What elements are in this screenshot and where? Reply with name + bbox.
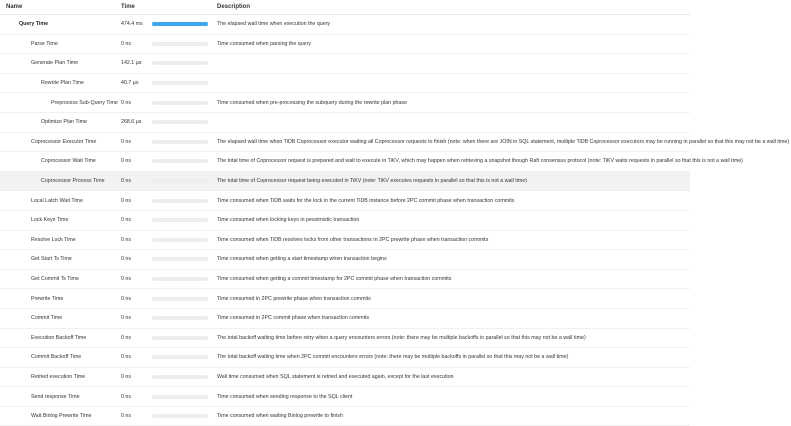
row-time-cell: [121, 256, 217, 262]
table-row[interactable]: [0, 329, 690, 349]
row-time-value: 0 ns: [121, 295, 132, 302]
row-time-cell: [121, 217, 217, 223]
row-time-cell: [121, 100, 217, 106]
row-time-value: 0 ns: [121, 354, 132, 361]
row-name: Parse Time: [31, 40, 58, 47]
row-description: Wall time consumed when SQL statement is retried and executed again, except for the last execution: [217, 373, 454, 380]
time-progress-bar: [152, 199, 208, 203]
row-time-value: 0 ns: [121, 217, 132, 224]
row-time-value: 474.4 ms: [121, 21, 143, 28]
row-name: Generate Plan Time: [31, 60, 79, 67]
row-name: Get Commit Ts Time: [31, 276, 79, 283]
time-progress-bar: [152, 238, 208, 242]
table-row[interactable]: [0, 270, 690, 290]
row-name: Commit Time: [31, 315, 63, 322]
row-name: Query Time: [19, 21, 49, 28]
time-progress-bar: [152, 355, 208, 359]
row-time-value: 0 ns: [121, 236, 132, 243]
row-time-value: 0 ns: [121, 373, 132, 380]
row-time-cell: [121, 41, 217, 47]
time-progress-bar: [152, 22, 208, 26]
row-name: Resolve Lock Time: [31, 236, 76, 243]
row-name: Get Start Ts Time: [31, 256, 72, 263]
row-name: Rewrite Plan Time: [41, 80, 84, 87]
table-row[interactable]: [0, 289, 690, 309]
row-time-cell: [121, 276, 217, 282]
row-time-cell: [121, 394, 217, 400]
column-header-description[interactable]: Description: [217, 4, 251, 10]
row-description: The total time of Coprocessor request being executed in TiKV (note: TiKV executes requests in parallel so that this is not a wall time): [217, 178, 528, 185]
row-time-value: 0 ns: [121, 138, 132, 145]
row-name: Retried execution Time: [31, 373, 86, 380]
row-time-value: 0 ns: [121, 413, 132, 420]
table-row[interactable]: [0, 74, 690, 94]
row-time-value: 268.6 µs: [121, 119, 142, 126]
row-time-cell: [121, 296, 217, 302]
table-row[interactable]: [0, 172, 690, 192]
time-progress-bar: [152, 81, 208, 85]
table-row[interactable]: [0, 191, 690, 211]
table-row[interactable]: [0, 231, 690, 251]
time-progress-bar: [152, 257, 208, 261]
row-time-cell: [121, 315, 217, 321]
time-progress-bar: [152, 414, 208, 418]
row-time-cell: [121, 80, 217, 86]
column-header-time[interactable]: Time: [121, 4, 135, 10]
time-progress-bar: [152, 297, 208, 301]
table-row[interactable]: [0, 113, 690, 133]
time-progress-bar: [152, 277, 208, 281]
time-progress-bar: [152, 375, 208, 379]
row-name: Wait Binlog Prewrite Time: [31, 413, 92, 420]
row-time-cell: [121, 198, 217, 204]
row-time-value: 0 ns: [121, 197, 132, 204]
table-row[interactable]: [0, 250, 690, 270]
row-time-cell: [121, 374, 217, 380]
time-progress-bar: [152, 316, 208, 320]
row-name: Prewrite Time: [31, 295, 64, 302]
table-row[interactable]: [0, 348, 690, 368]
row-time-value: 0 ns: [121, 256, 132, 263]
column-header-name[interactable]: Name: [6, 4, 23, 10]
table-row[interactable]: [0, 54, 690, 74]
row-time-cell: [121, 119, 217, 125]
row-description: The total backoff waiting time before retry when a query encounters errors (note: there may be multiple backoffs in parallel so that this may not be a wall time): [217, 334, 586, 341]
row-description: The total time of Coprocessor request is prepared and wait to execute in TiKV, which may happen when retrieving a snapshot though Raft consensus protocol (note: TiKV waits requests in parallel so that this is not a wall time): [217, 158, 743, 165]
time-progress-bar: [152, 120, 208, 124]
row-name: Execution Backoff Time: [31, 334, 87, 341]
row-description: The total backoff waiting time when 2PC commit encounters errors (note: there may be multiple backoffs in parallel so that this may not be a wall time): [217, 354, 569, 361]
row-time-cell: [121, 237, 217, 243]
row-name: Coprocessor Process Time: [41, 178, 105, 185]
row-name: Commit Backoff Time: [31, 354, 82, 361]
row-time-cell: [121, 413, 217, 419]
table-row[interactable]: [0, 368, 690, 388]
table-row[interactable]: [0, 15, 690, 35]
table-row[interactable]: [0, 309, 690, 329]
row-name: Preprocess Sub-Query Time: [51, 99, 118, 106]
row-description: Time consumed in 2PC prewrite phase when transaction commits: [217, 295, 371, 302]
row-time-value: 0 ns: [121, 276, 132, 283]
row-time-value: 0 ns: [121, 178, 132, 185]
table-row[interactable]: [0, 152, 743, 172]
row-name: Lock Keys Time: [31, 217, 69, 224]
time-progress-bar: [152, 42, 208, 46]
row-name: Coprocessor Executor Time: [31, 138, 97, 145]
row-description: Time consumed when getting a commit timestamp for 2PC commit phase when transaction commits: [217, 276, 452, 283]
table-row[interactable]: [0, 387, 690, 407]
row-time-value: 142.1 µs: [121, 60, 142, 67]
time-progress-bar: [152, 395, 208, 399]
row-description: Time consumed when waiting Binlog prewrite to finish: [217, 413, 343, 420]
row-time-value: 0 ns: [121, 334, 132, 341]
table-row[interactable]: [0, 93, 690, 113]
row-description: The elapsed wall time when TiDB Coprocessor executor waiting all Coprocessor requests to finish (note: when there are JOIN in SQL statement, multiple TiDB Coprocessor executors may be running in parallel so that this may not be a wall time): [217, 138, 790, 145]
row-time-cell: [121, 139, 217, 145]
time-progress-bar: [152, 140, 208, 144]
time-progress-bar: [152, 61, 208, 65]
row-description: Time consumed when TiDB waits for the lock in the current TiDB instance before 2PC commit phase when transaction commits: [217, 197, 515, 204]
row-description: Time consumed when getting a start timestamp when transaction begins: [217, 256, 387, 263]
row-description: Time consumed when locking keys in pessimistic transaction: [217, 217, 360, 224]
row-description: The elapsed wall time when execution the query: [217, 21, 331, 28]
time-progress-bar: [152, 218, 208, 222]
table-body: [0, 15, 790, 426]
time-progress-fill: [152, 22, 208, 26]
table-row[interactable]: [0, 407, 690, 426]
table-header: [0, 0, 690, 15]
row-description: Time consumed when parsing the query: [217, 40, 312, 47]
row-time-value: 0 ns: [121, 158, 132, 165]
table-row[interactable]: [0, 133, 790, 153]
row-time-cell: [121, 60, 217, 66]
row-description: Time consumed when sending response to the SQL client: [217, 393, 353, 400]
time-progress-bar: [152, 101, 208, 105]
row-description: Time consumed when TiDB resolves locks from other transactions in 2PC prewrite phase when transaction commits: [217, 236, 489, 243]
row-time-value: 40.7 µs: [121, 80, 139, 87]
row-name: Coprocessor Wait Time: [41, 158, 96, 165]
row-time-cell: [121, 158, 217, 164]
row-time-value: 0 ns: [121, 40, 132, 47]
row-description: Time consumed in 2PC commit phase when transaction commits: [217, 315, 370, 322]
row-time-cell: [121, 354, 217, 360]
row-time-cell: [121, 178, 217, 184]
row-time-value: 0 ns: [121, 99, 132, 106]
row-description: Time consumed when pre-processing the subquery during the rewrite plan phase: [217, 99, 408, 106]
row-time-value: 0 ns: [121, 393, 132, 400]
row-name: Optimize Plan Time: [41, 119, 87, 126]
time-progress-bar: [152, 159, 208, 163]
table-row[interactable]: [0, 35, 690, 55]
row-name: Local Latch Wait Time: [31, 197, 83, 204]
time-progress-bar: [152, 336, 208, 340]
row-time-cell: [121, 335, 217, 341]
time-progress-bar: [152, 179, 208, 183]
row-name: Send response Time: [31, 393, 80, 400]
row-time-value: 0 ns: [121, 315, 132, 322]
row-time-cell: [121, 21, 217, 27]
table-row[interactable]: [0, 211, 690, 231]
